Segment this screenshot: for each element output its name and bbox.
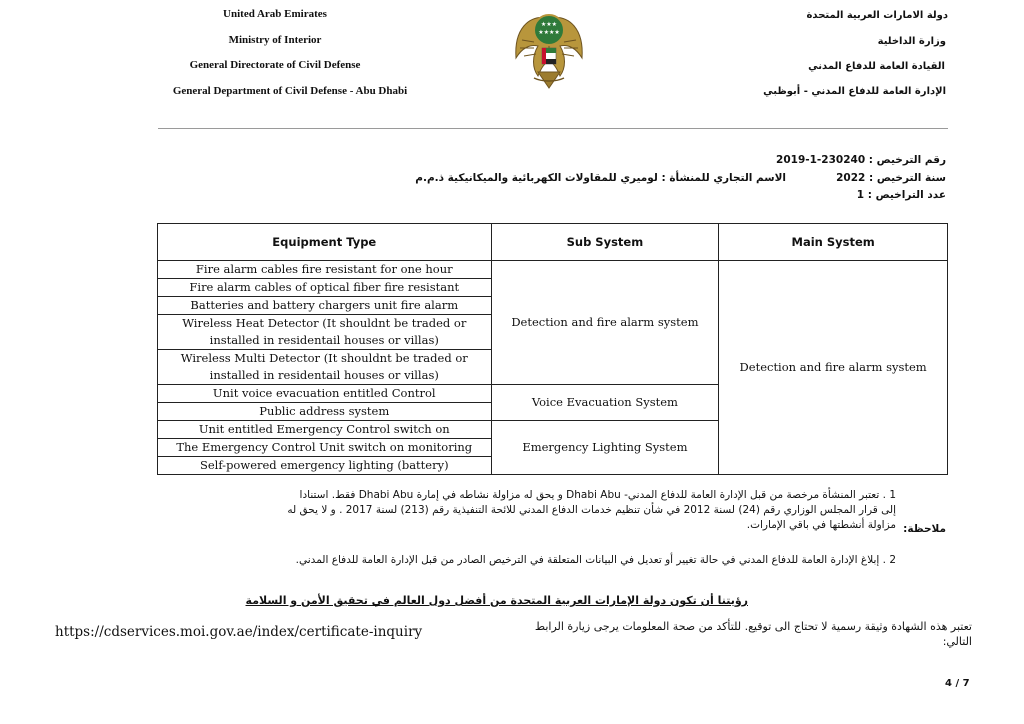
- equipment-cell: The Emergency Control Unit switch on monitoring: [158, 439, 492, 457]
- equipment-cell: Unit entitled Emergency Control switch on: [158, 421, 492, 439]
- equipment-cell: Unit voice evacuation entitled Control: [158, 385, 492, 403]
- subsystem-cell: Detection and fire alarm system: [491, 261, 719, 385]
- trade-name-value: لوميري للمقاولات الكهربائية والميكانيكية ذ.م.م: [415, 172, 658, 184]
- header-ar-line-1: دولة الامارات العربية المتحدة: [806, 10, 948, 21]
- equipment-table: [157, 223, 948, 475]
- license-count-label: عدد التراخيص :: [867, 189, 946, 201]
- license-year-label: سنة الترخيص :: [868, 172, 946, 184]
- equipment-cell: Batteries and battery chargers unit fire alarm: [158, 297, 492, 315]
- header-en-line-4: General Department of Civil Defense - Abu Dhabi: [172, 85, 408, 97]
- equipment-cell: Fire alarm cables of optical fiber fire resistant: [158, 279, 492, 297]
- header-equipment-type: Equipment Type: [158, 224, 492, 261]
- header-en-line-3: General Directorate of Civil Defense: [189, 59, 361, 71]
- disclaimer-line-1: تعتبر هذه الشهادة وثيقة رسمية لا تحتاج الى توقيع. للتأكد من صحة المعلومات يرجى زيارة الرابط: [534, 620, 972, 633]
- license-number-line: [776, 154, 946, 166]
- note-1-line-1: 1 . تعتبر المنشأة مرخصة من قبل الإدارة العامة للدفاع المدني- Dhabi Abu و يحق له مزاولة نشاطه في إمارة Dhabi Abu فقط. استنادا: [299, 489, 896, 501]
- note-1: [156, 488, 896, 533]
- equipment-cell: Wireless Heat Detector (It shouldnt be traded or installed in residentail houses or villas): [158, 315, 492, 350]
- note-1-line-3: مزاولة أنشطتها في باقي الإمارات.: [746, 519, 896, 531]
- header-ar-line-3: القيادة العامة للدفاع المدني: [808, 61, 945, 72]
- header-ar-line-4: الإدارة العامة للدفاع المدني - أبوظبي: [763, 86, 946, 97]
- equipment-cell: Fire alarm cables fire resistant for one hour: [158, 261, 492, 279]
- equipment-cell: Self-powered emergency lighting (battery): [158, 457, 492, 475]
- license-count-value: 1: [856, 189, 865, 201]
- header-ar-line-2: وزارة الداخلية: [877, 36, 946, 47]
- note-1-line-2: إلى قرار المجلس الوزاري رقم (24) لسنة 2012 في شأن تنظيم خدمات الدفاع المدني للائحة التنفيذية رقم (213) لسنة 2017 . و لا يحق له: [287, 504, 896, 516]
- subsystem-cell: Emergency Lighting System: [491, 421, 719, 475]
- trade-name-line: [415, 172, 786, 184]
- note-2: 2 . إبلاغ الإدارة العامة للدفاع المدني في حالة تغيير أو تعديل في البيانات المتعلقة في الترخيص الصادر من قبل الإدارة العامة للدفاع المدني.: [295, 554, 896, 566]
- table-row: [158, 261, 948, 279]
- license-number-label: رقم الترخيص :: [868, 154, 946, 166]
- license-year-value: 2022: [836, 172, 866, 184]
- header-en-line-2: Ministry of Interior: [228, 34, 322, 46]
- uae-falcon-emblem: [508, 0, 590, 92]
- svg-text:★★★: ★★★: [540, 21, 558, 28]
- subsystem-cell: Voice Evacuation System: [491, 385, 719, 421]
- license-number-value: 2019-1-230240: [776, 154, 866, 166]
- trade-name-label: الاسم التجاري للمنشأة :: [661, 172, 786, 184]
- header-main-system: Main System: [719, 224, 948, 261]
- header-sub-system: Sub System: [491, 224, 719, 261]
- main-system-cell: Detection and fire alarm system: [719, 261, 948, 475]
- disclaimer: [452, 619, 972, 649]
- svg-text:★★★★: ★★★★: [538, 29, 560, 36]
- header-divider: [158, 128, 948, 129]
- page-number: 4 / 7: [945, 678, 970, 689]
- table-header-row: [158, 224, 948, 261]
- header-en-line-1: United Arab Emirates: [223, 8, 327, 20]
- equipment-cell: Wireless Multi Detector (It shouldnt be traded or installed in residentail houses or villas): [158, 350, 492, 385]
- vision-statement: رؤيتنا أن تكون دولة الإمارات العربية المتحدة من أفضل دول العالم في تحقيق الأمن و السلامة: [245, 594, 748, 607]
- license-count-line: [857, 189, 946, 201]
- certificate-inquiry-link[interactable]: https://cdservices.moi.gov.ae/index/certificate-inquiry: [55, 624, 423, 640]
- license-year-line: [836, 172, 946, 184]
- notes-label: ملاحظة:: [903, 523, 946, 535]
- equipment-cell: Public address system: [158, 403, 492, 421]
- disclaimer-line-2: التالي:: [942, 635, 972, 648]
